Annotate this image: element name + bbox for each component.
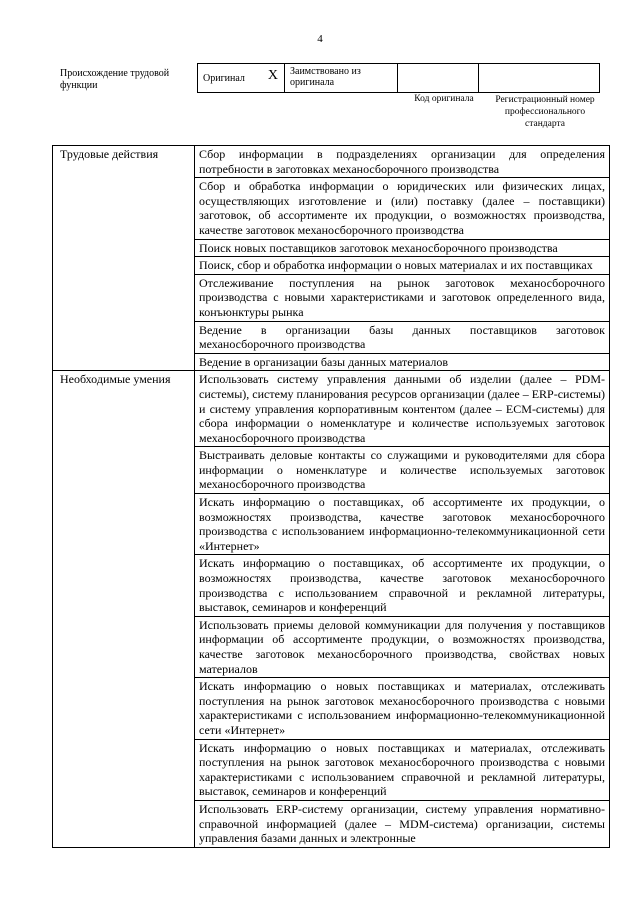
section-item: Ведение в организации базы данных поставщиков заготовок механосборочного производства	[195, 321, 610, 353]
reg-number-cell	[479, 64, 600, 93]
section-item: Искать информацию о новых поставщиках и материалах, отслеживать поступления на рынок заготовок механосборочного производства с новыми характеристиками с использованием информационно-телекоммуникационной сети «Интернет»	[195, 678, 610, 739]
code-caption: Код оригинала	[414, 94, 474, 104]
borrowed-cell	[285, 64, 398, 93]
reg-caption: Регистрационный номер профессионального стандарта	[495, 95, 595, 129]
table-row	[53, 371, 610, 447]
section-item: Искать информацию о новых поставщиках и материалах, отслеживать поступления на рынок заготовок механосборочного производства с новыми характеристиками с использованием справочной и рекламной литературы, выставок, семинаров и конференций	[195, 739, 610, 800]
function-table	[52, 145, 610, 848]
origin-label: Происхождение трудовой функции	[60, 68, 170, 91]
section-item: Использовать приемы деловой коммуникации для получения у поставщиков информации об ассортименте продукции, о возможностях производства, качестве заготовок механосборочного производства, свойствах новых материалов	[195, 616, 610, 677]
borrowed-label: Заимствовано из оригинала	[290, 66, 361, 88]
section-item: Сбор и обработка информации о юридических или физических лицах, осуществляющих изготовление и (или) поставку (далее – поставщики) заготовок, об ассортименте их продукции, о возможностях производства, качестве заготовок механосборочного производства	[195, 178, 610, 239]
page-number: 4	[317, 33, 323, 45]
section-label: Трудовые действия	[53, 146, 195, 371]
original-label: Оригинал	[203, 72, 245, 84]
section-item: Ведение в организации базы данных материалов	[195, 353, 610, 371]
section-item: Искать информацию о поставщиках, об ассортименте их продукции, о возможностях производства, качестве заготовок механосборочного производства с использованием справочной и рекламной литературы, выставок, семинаров и конференций	[195, 555, 610, 616]
section-item: Выстраивать деловые контакты со служащими и руководителями для сбора информации о номенклатуре и количестве используемых заготовок механосборочного производства	[195, 447, 610, 494]
code-cell	[398, 64, 479, 93]
section-item: Поиск, сбор и обработка информации о новых материалах и их поставщиках	[195, 257, 610, 275]
section-item: Отслеживание поступления на рынок заготовок механосборочного производства с новыми характеристиками и заготовок определенного вида, конъюнктуры рынка	[195, 274, 610, 321]
section-item: Использовать систему управления данными об изделии (далее – PDM-системы), систему планирования ресурсов организации (далее – ERP-системы) и систему управления корпоративным контентом (далее – ECM-системы) для сбора информации о номенклатуре и количестве используемых заготовок механосборочного производства	[195, 371, 610, 447]
section-item: Поиск новых поставщиков заготовок механосборочного производства	[195, 239, 610, 257]
table-row	[53, 146, 610, 178]
original-mark: X	[267, 68, 278, 83]
section-label: Необходимые умения	[53, 371, 195, 847]
original-cell	[198, 64, 285, 93]
section-item: Искать информацию о поставщиках, об ассортименте их продукции, о возможностях производства, качестве заготовок механосборочного производства с использованием информационно-телекоммуникационной сети «Интернет»	[195, 494, 610, 555]
section-item: Использовать ERP-систему организации, систему управления нормативно-справочной информацией (далее – MDM-система) организации, системы управления базами данных и электронные	[195, 800, 610, 847]
section-item: Сбор информации в подразделениях организации для определения потребности в заготовках механосборочного производства	[195, 146, 610, 178]
origin-table	[197, 63, 600, 93]
